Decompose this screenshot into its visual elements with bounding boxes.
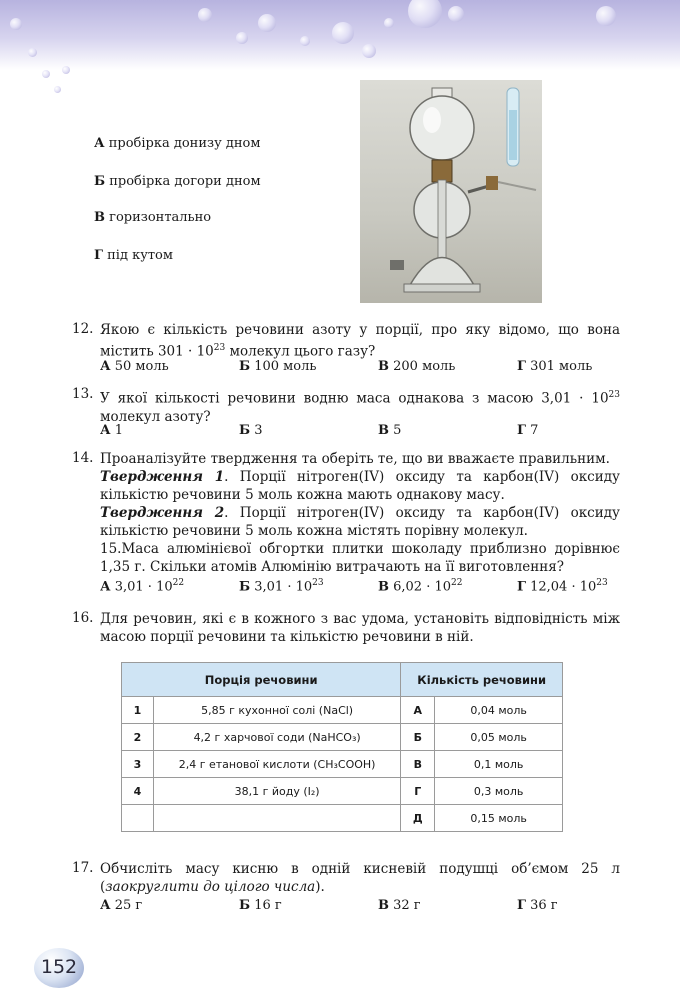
- exponent: 23: [596, 578, 608, 588]
- answer-letter: Г: [517, 898, 526, 913]
- answer-option-c[interactable]: [378, 898, 421, 913]
- statement-text: . Порції нітроген(IV) оксиду та карбон(IV) оксиду кількістю речовини 5 моль кожна мають однакову масу.: [100, 469, 620, 503]
- answer-option-a[interactable]: [100, 359, 169, 374]
- option-letter: В: [94, 210, 105, 225]
- decor-bubble: [10, 18, 22, 30]
- matching-table: [121, 662, 563, 832]
- question-16-text: Для речовин, які є в кожного з вас удома, установіть відповідність між масою порції речовини та кількістю речовини в ній.: [100, 611, 620, 645]
- decor-bubble: [258, 14, 276, 32]
- answer-letter: А: [100, 359, 111, 374]
- answer-option-d[interactable]: [517, 423, 538, 438]
- question-text: молекул азоту?: [100, 408, 211, 425]
- answer-text: 5: [389, 423, 402, 438]
- answer-letter: Б: [239, 579, 251, 595]
- row-number: 3: [122, 751, 154, 778]
- row-portion: 5,85 г кухонної солі (NaCl): [153, 697, 400, 724]
- exponent: 22: [451, 578, 463, 588]
- answer-text: 3,01 · 10: [110, 579, 173, 595]
- figure-option-c: [94, 210, 211, 225]
- option-letter: Г: [94, 248, 103, 263]
- row-number: 4: [122, 778, 154, 805]
- row-number: 2: [122, 724, 154, 751]
- row-number: 1: [122, 697, 154, 724]
- question-text: Якою є кількість речовини азоту у порції, про яку відомо, що вона містить 301 · 10: [100, 322, 620, 360]
- question-number: 13.: [72, 386, 94, 402]
- answer-text: 36 г: [525, 898, 558, 913]
- table-row: [122, 751, 563, 778]
- question-text: Обчисліть масу кисню в одній кисневій подушці об’ємом 25 л (: [100, 861, 620, 895]
- table-row: [122, 724, 563, 751]
- header-amount: Кількість речовини: [401, 663, 563, 697]
- decor-bubble: [54, 86, 61, 93]
- table-row: [122, 697, 563, 724]
- answer-text: 200 моль: [389, 359, 456, 374]
- row-portion: 2,4 г етанової кислоти (CH₃COOH): [153, 751, 400, 778]
- answer-text: 16 г: [250, 898, 282, 913]
- answer-text: 301 моль: [525, 359, 593, 374]
- question-hint: заокруглити до цілого числа: [105, 879, 316, 895]
- answer-option-d[interactable]: [517, 898, 558, 913]
- question-number: 12.: [72, 321, 94, 337]
- page-number: 152: [40, 956, 78, 978]
- row-amount: 0,3 моль: [435, 778, 563, 805]
- row-portion: 38,1 г йоду (I₂): [153, 778, 400, 805]
- table-row: [122, 805, 563, 832]
- answer-letter: В: [378, 898, 389, 913]
- row-letter: Г: [401, 778, 435, 805]
- figure-option-b: [94, 174, 261, 189]
- row-amount: 0,05 моль: [435, 724, 563, 751]
- question-number: 17.: [72, 860, 94, 876]
- answer-letter: Г: [517, 423, 526, 438]
- answer-option-c[interactable]: [378, 359, 455, 374]
- kipp-apparatus-photo: [360, 80, 542, 303]
- row-letter: Б: [401, 724, 435, 751]
- question-text: молекул цього газу?: [225, 343, 376, 360]
- row-amount: 0,1 моль: [435, 751, 563, 778]
- answer-option-d[interactable]: [517, 359, 592, 374]
- option-letter: А: [94, 136, 105, 151]
- question-14-text: [100, 450, 620, 576]
- option-text: пробірка догори дном: [105, 174, 261, 189]
- answer-letter: Б: [239, 423, 251, 438]
- figure-option-d: [94, 248, 173, 263]
- question-text: ).: [315, 879, 325, 895]
- row-portion: 4,2 г харчової соди (NaHCO₃): [153, 724, 400, 751]
- answer-letter: В: [378, 579, 389, 595]
- answer-option-b[interactable]: [239, 898, 282, 913]
- exponent: 23: [213, 343, 226, 353]
- decor-bubble: [198, 8, 212, 22]
- figure-option-a: [94, 136, 261, 151]
- answer-text: 25 г: [110, 898, 143, 913]
- question-17-text: [100, 860, 620, 896]
- answer-text: 6,02 · 10: [389, 579, 452, 595]
- option-text: пробірка донизу дном: [104, 136, 261, 151]
- answer-row: [100, 898, 620, 916]
- answer-option-b[interactable]: [239, 423, 263, 438]
- row-letter: Д: [401, 805, 435, 832]
- answer-text: 7: [525, 423, 539, 438]
- option-text: під кутом: [102, 248, 173, 263]
- decor-bubble: [448, 6, 464, 22]
- row-letter: А: [401, 697, 435, 724]
- question-text: У якої кількості речовини водню маса однакова з масою 3,01 · 10: [100, 390, 609, 407]
- row-portion: [153, 805, 400, 832]
- row-amount: 0,15 моль: [435, 805, 563, 832]
- header-portion: Порція речовини: [122, 663, 401, 697]
- question-number: 14.: [72, 450, 94, 466]
- answer-option-c[interactable]: [378, 423, 401, 438]
- option-text: горизонтально: [105, 210, 212, 225]
- answer-text: 100 моль: [250, 359, 317, 374]
- row-amount: 0,04 моль: [435, 697, 563, 724]
- answer-text: 32 г: [389, 898, 421, 913]
- answer-option-d[interactable]: [517, 578, 608, 594]
- decor-bubble: [384, 18, 394, 28]
- exponent: 23: [312, 578, 324, 588]
- table-row: [122, 778, 563, 805]
- statement-label: Твердження 1: [100, 469, 225, 485]
- decor-bubble: [362, 44, 376, 58]
- answer-letter: Г: [517, 579, 526, 595]
- answer-text: 1: [110, 423, 123, 438]
- answer-letter: Б: [239, 359, 251, 374]
- answer-letter: Б: [239, 898, 251, 913]
- decor-bubble: [332, 22, 354, 44]
- answer-text: 12,04 · 10: [525, 579, 597, 595]
- answer-option-c[interactable]: [378, 578, 462, 594]
- answer-row: [100, 423, 620, 441]
- decor-bubble: [28, 48, 37, 57]
- statement-label: Твердження 2: [100, 505, 225, 521]
- answer-letter: А: [100, 898, 111, 913]
- decor-bubble: [300, 36, 310, 46]
- decor-bubble: [596, 6, 616, 26]
- answer-letter: Г: [517, 359, 526, 374]
- exponent: 22: [172, 578, 185, 588]
- row-letter: В: [401, 751, 435, 778]
- answer-text: 50 моль: [110, 359, 169, 374]
- answer-text: 3,01 · 10: [250, 579, 313, 595]
- row-number: [122, 805, 154, 832]
- answer-row: [100, 359, 620, 377]
- statement-1: [100, 468, 620, 504]
- answer-row: [100, 578, 620, 596]
- answer-option-a[interactable]: [100, 898, 142, 913]
- answer-option-b[interactable]: [239, 578, 324, 594]
- answer-text: 3: [250, 423, 263, 438]
- question-12-text: [100, 321, 620, 361]
- answer-letter: А: [100, 423, 111, 438]
- answer-letter: В: [378, 359, 389, 374]
- statement-text: . Порції нітроген(IV) оксиду та карбон(IV) оксиду кількістю речовини 5 моль кожна містять порівну молекул.: [100, 505, 620, 539]
- answer-letter: А: [100, 579, 111, 595]
- answer-letter: В: [378, 423, 389, 438]
- answer-option-a[interactable]: [100, 578, 184, 594]
- decor-bubble: [236, 32, 248, 44]
- option-letter: Б: [94, 174, 106, 189]
- question-number: 16.: [72, 610, 94, 626]
- decor-bubble: [42, 70, 50, 78]
- exponent: 23: [608, 390, 620, 400]
- question-intro: Проаналізуйте твердження та оберіть те, що ви вважаєте правильним.: [100, 451, 610, 467]
- answer-option-a[interactable]: [100, 423, 123, 438]
- apparatus-illustration: [360, 80, 542, 303]
- answer-option-b[interactable]: [239, 359, 316, 374]
- statement-2: [100, 504, 620, 540]
- question-15-text: 15.Маса алюмінієвої обгортки плитки шоколаду приблизно дорівнює 1,35 г. Скільки атомів Алюмінію витрачають на її виготовлення?: [100, 541, 620, 575]
- decor-bubble: [62, 66, 70, 74]
- question-13-text: [100, 386, 620, 426]
- table-header-row: [122, 663, 563, 697]
